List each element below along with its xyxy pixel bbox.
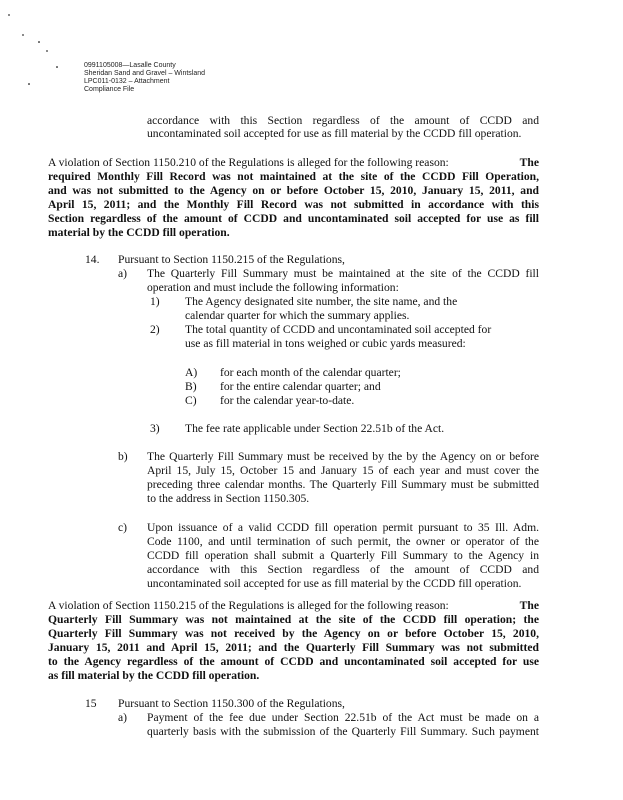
violation-1-line: material by the CCDD fill operation.: [48, 226, 230, 239]
item-14a3-label: 3): [150, 422, 160, 435]
item-15a-line: Payment of the fee due under Section 22.51b of the Act must be made on a: [147, 711, 539, 724]
violation-1-bold-start: The: [519, 156, 539, 169]
item-14a2B-text: for the entire calendar quarter; and: [220, 380, 381, 393]
header-line-4: Compliance File: [84, 86, 135, 93]
scan-speck: [46, 50, 48, 52]
item-14a2-label: 2): [150, 323, 160, 336]
item-14c-label: c): [118, 521, 128, 534]
item-14b-line: to the address in Section 1150.305.: [147, 492, 310, 505]
item-14a2-line: use as fill material in tons weighed or cubic yards measured:: [185, 337, 466, 350]
item-14c-line: Code 1100, and until termination of such permit, the owner or operator of the: [147, 535, 539, 548]
violation-1-plain: A violation of Section 1150.210 of the Regulations is alleged for the following reason:: [48, 156, 449, 169]
scan-speck: [22, 34, 24, 36]
continued-text-line: accordance with this Section regardless of the amount of CCDD and: [147, 114, 539, 127]
item-14a1-label: 1): [150, 295, 160, 308]
item-14a1-line: calendar quarter for which the summary applies.: [185, 309, 410, 322]
continued-text-line: uncontaminated soil accepted for use as fill material by the CCDD fill operation.: [147, 127, 522, 140]
item-14a2C-text: for the calendar year-to-date.: [220, 394, 355, 407]
item-15-intro: Pursuant to Section 1150.300 of the Regulations,: [118, 697, 345, 710]
item-14a-label: a): [118, 267, 128, 280]
header-line-1: 0991105008—Lasalle County: [84, 62, 176, 69]
item-14a2A-text: for each month of the calendar quarter;: [220, 366, 401, 379]
violation-1-line: [48, 156, 539, 170]
item-14a2C-label: C): [185, 394, 197, 407]
violation-2-line: [48, 599, 539, 613]
violation-2-line: January 15, 2011 and April 15, 2011; and the Quarterly Fill Summary was not submitted: [48, 641, 539, 654]
item-14b-line: The Quarterly Fill Summary must be received by the by the Agency on or before: [147, 450, 539, 463]
violation-1-line: April 15, 2011; and the Monthly Fill Record was not submitted in accordance with this: [48, 198, 539, 211]
item-15a-line: quarterly basis with the submission of the Quarterly Fill Summary. Such payment: [147, 725, 539, 738]
scan-speck: [8, 14, 10, 16]
violation-2-line: to the Agency regardless of the amount of CCDD and uncontaminated soil accepted for use: [48, 655, 539, 668]
item-14a2B-label: B): [185, 380, 197, 393]
item-14c-line: uncontaminated soil accepted for use as fill material by the CCDD fill operation.: [147, 577, 522, 590]
item-14c-line: accordance with this Section regardless of the amount of CCDD and: [147, 563, 539, 576]
violation-2-plain: A violation of Section 1150.215 of the Regulations is alleged for the following reason:: [48, 599, 449, 612]
item-15-number: 15: [85, 697, 97, 710]
item-14a2-line: The total quantity of CCDD and uncontaminated soil accepted for: [185, 323, 492, 336]
violation-2-line: Quarterly Fill Summary was not maintained at the site of the CCDD fill operation; the: [48, 613, 539, 626]
violation-2-line: Quarterly Fill Summary was not received by the Agency on or before October 15, 2010,: [48, 627, 539, 640]
item-14a3-text: The fee rate applicable under Section 22.51b of the Act.: [185, 422, 445, 435]
item-14b-line: preceding three calendar months. The Quarterly Fill Summary must be submitted: [147, 478, 539, 491]
item-14-intro: Pursuant to Section 1150.215 of the Regulations,: [118, 253, 345, 266]
violation-2-bold-start: The: [519, 599, 539, 612]
item-14a2A-label: A): [185, 366, 198, 379]
scan-speck: [38, 41, 40, 43]
header-line-2: Sheridan Sand and Gravel – Wintsland: [84, 70, 206, 77]
violation-1-line: Section regardless of the amount of CCDD and uncontaminated soil accepted for use as fill: [48, 212, 539, 225]
item-14b-line: April 15, July 15, October 15 and January 15 of each year and must cover the: [147, 464, 539, 477]
scan-speck: [56, 66, 58, 68]
item-14-number: 14.: [85, 253, 100, 266]
violation-1-line: required Monthly Fill Record was not maintained at the site of the CCDD Fill Operation,: [48, 170, 539, 183]
item-14b-label: b): [118, 450, 128, 463]
scan-speck: [28, 83, 30, 85]
violation-2-line: as fill material by the CCDD fill operation.: [48, 669, 260, 682]
violation-1-line: and was not submitted to the Agency on or before October 15, 2010, January 15, 2011, and: [48, 184, 539, 197]
item-14c-line: CCDD fill operation shall submit a Quarterly Fill Summary to the Agency in: [147, 549, 539, 562]
item-15a-label: a): [118, 711, 128, 724]
header-line-3: LPC011-0132 – Attachment: [84, 78, 170, 85]
item-14a1-line: The Agency designated site number, the site name, and the: [185, 295, 458, 308]
item-14c-line: Upon issuance of a valid CCDD fill operation permit pursuant to 35 Ill. Adm.: [147, 521, 539, 534]
item-14a-line: The Quarterly Fill Summary must be maintained at the site of the CCDD fill: [147, 267, 539, 280]
item-14a-line: operation and must include the following information:: [147, 281, 399, 294]
